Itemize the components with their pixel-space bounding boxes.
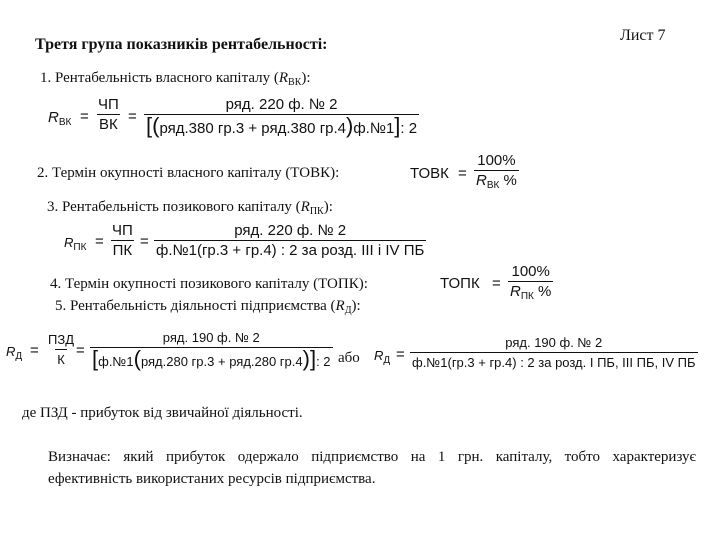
note-text: де ПЗД - прибуток від звичайної діяльності. (22, 405, 303, 421)
item-1-label: 1. Рентабельність власного капіталу $(R_{ВК})$: (40, 70, 311, 88)
f5-fraction-1: ПЗД К (48, 332, 74, 367)
f1-fraction-1: ЧП ВК (98, 96, 119, 133)
item-3-label: 3. Рентабельність позикового капіталу $(R_{ПК})$: (47, 199, 333, 217)
f5-alt-fraction: ряд. 190 ф. № 2 ф.№1(гр.3 + гр.4) : 2 за розд. І ПБ, ІІІ ПБ, ІV ПБ (412, 335, 696, 370)
f5-alt-lhs: $R_Д$ (374, 348, 391, 366)
f5-alt-eq: = (396, 346, 405, 363)
conclusion-paragraph: Визначає: який прибуток одержало підприємство на 1 грн. капіталу, тобто характеризує ефективність використаних ресурсів підприємства. (48, 449, 696, 487)
f4-lhs: ТОПК (440, 275, 480, 292)
f1-fraction-2: ряд. 220 ф. № 2 [(ряд.380 гр.3 + ряд.380 гр.4)ф.№1]: 2 (146, 96, 418, 138)
item-4-label: 4. Термін окупності позикового капіталу (ТОПК): (50, 276, 368, 292)
f2-fraction: 100% $R_{ВК}$ % (474, 152, 519, 194)
f3-fraction-2: ряд. 220 ф. № 2 ф.№1(гр.3 + гр.4) : 2 за розд. ІІІ і ІV ПБ (156, 222, 425, 259)
f3-fraction-1: ЧП ПК (112, 222, 133, 259)
f2-eq: = (458, 165, 467, 182)
f5-eq2: = (76, 342, 85, 359)
sheet-number: Лист 7 (620, 27, 666, 44)
f4-eq: = (492, 275, 501, 292)
f3-lhs: $R_{ПК}$ (64, 235, 87, 253)
f1-eq1: = (80, 108, 89, 125)
f1-lhs: $R_{ВК}$ (48, 109, 72, 128)
f4-fraction: 100% $R_{ПК}$ % (508, 263, 553, 305)
f1-eq2: = (128, 108, 137, 125)
page-title: Третя група показників рентабельності: (35, 36, 328, 53)
f3-eq2: = (140, 233, 149, 250)
item-2-label: 2. Термін окупності власного капіталу (ТОВК): (37, 165, 340, 181)
f5-eq1: = (30, 342, 39, 359)
item-5-label: 5. Рентабельність діяльності підприємства $(R_Д)$: (55, 298, 361, 316)
f5-fraction-2: ряд. 190 ф. № 2 [ф.№1(ряд.280 гр.3 + ряд.280 гр.4)]: 2 (92, 330, 331, 371)
f3-eq1: = (95, 233, 104, 250)
f5-lhs: $R_Д$ (6, 344, 23, 362)
or-word: або (338, 350, 360, 366)
f2-lhs: ТОВК (410, 165, 449, 182)
